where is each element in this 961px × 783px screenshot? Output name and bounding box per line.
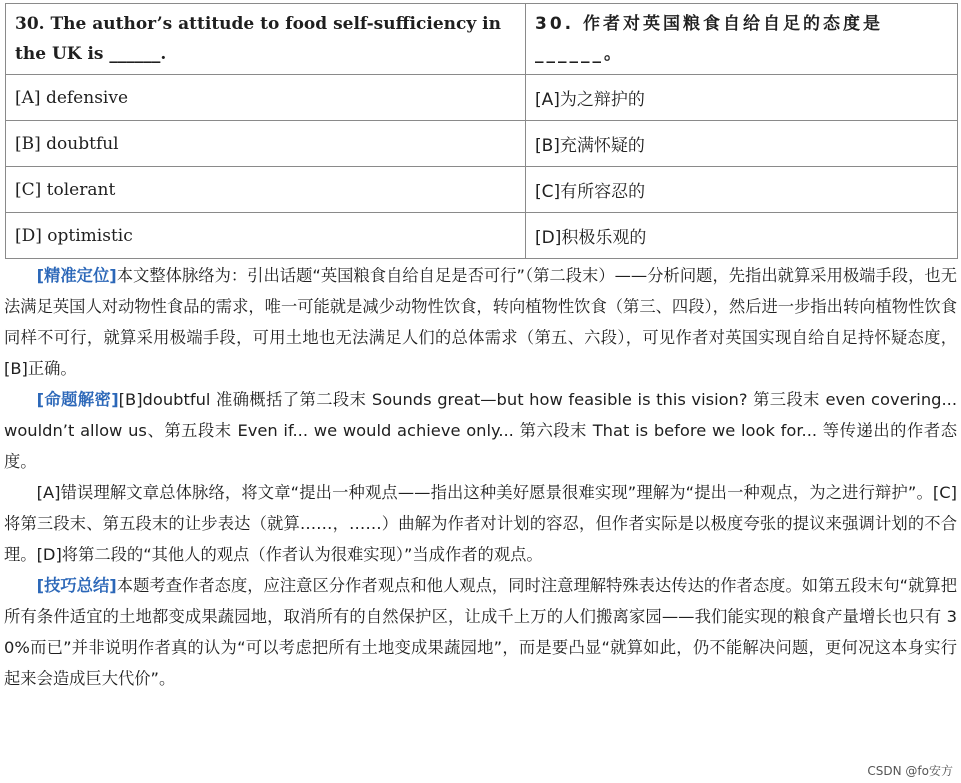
positioning-text: 本文整体脉络为：引出话题“英国粮食自给自足是否可行”（第二段末）——分析问题，先指出就算采用极端手段，也无法满足英国人对动物性食品的需求，唯一可能就是减少动物性饮食，转向植物性饮食（第三、四段），然后进一步指出转向植物性饮食同样不可行，就算采用极端手段，可用土地也无法满足人们的总体需求（第五、六段），可见作者对英国实现自给自足持怀疑态度，[B]正确。 [4, 266, 957, 378]
option-c-zh: [C]有所容忍的 [526, 167, 958, 213]
tips-text: 本题考查作者态度，应注意区分作者观点和他人观点，同时注意理解特殊表达传达的作者态度。如第五段末句“就算把所有条件适宜的土地都变成果蔬园地，取消所有的自然保护区，让成千上万的人们搬离家园——我们能实现的粮食产量增长也只有 30%而已”并非说明作者真的认为“可以考虑把所有土地变成果蔬园地”，而是要凸显“就算如此，仍不能解决问题，更何况这本身实行起来会造成巨大代价”。 [4, 576, 957, 688]
explanation-paragraph-tips [4, 570, 957, 694]
option-b-zh: [B]充满怀疑的 [526, 121, 958, 167]
option-a-en: [A] defensive [6, 75, 526, 121]
option-a-zh: [A]为之辩护的 [526, 75, 958, 121]
explanation-paragraph-distractors [4, 477, 957, 570]
question-stem-en: 30. The author’s attitude to food self-sufficiency in the UK is ______. [6, 4, 526, 75]
explanation-paragraph-positioning [4, 260, 957, 384]
option-b-en: [B] doubtful [6, 121, 526, 167]
option-d-zh: [D]积极乐观的 [526, 213, 958, 259]
option-row-a [6, 75, 958, 121]
tips-tag: [技巧总结] [36, 576, 117, 595]
option-row-d [6, 213, 958, 259]
decoding-tag: [命题解密] [36, 390, 119, 409]
option-d-en: [D] optimistic [6, 213, 526, 259]
question-stem-zh: 30. 作者对英国粮食自给自足的态度是______。 [526, 4, 958, 75]
question-header-row [6, 4, 958, 75]
explanation-paragraph-decoding [4, 384, 957, 477]
positioning-tag: [精准定位] [36, 266, 117, 285]
decoding-text: [B]doubtful 准确概括了第二段末 Sounds great—but how feasible is this vision? 第三段末 even covering... wouldn’t allow us、第五段末 Even if... we would achieve only... 第六段末 That is before we look for... 等传递出的作者态度。 [4, 390, 958, 471]
option-row-c [6, 167, 958, 213]
option-row-b [6, 121, 958, 167]
watermark: CSDN @fo安方 [867, 764, 953, 778]
question-table [5, 3, 958, 259]
option-c-en: [C] tolerant [6, 167, 526, 213]
explanation [4, 260, 957, 694]
distractors-text: [A]错误理解文章总体脉络，将文章“提出一种观点——指出这种美好愿景很难实现”理解为“提出一种观点，为之进行辩护”。[C]将第三段末、第五段末的让步表达（就算……，……）曲解为作者对计划的容忍，但作者实际是以极度夸张的提议来强调计划的不合理。[D]将第二段的“其他人的观点（作者认为很难实现）”当成作者的观点。 [4, 483, 957, 564]
